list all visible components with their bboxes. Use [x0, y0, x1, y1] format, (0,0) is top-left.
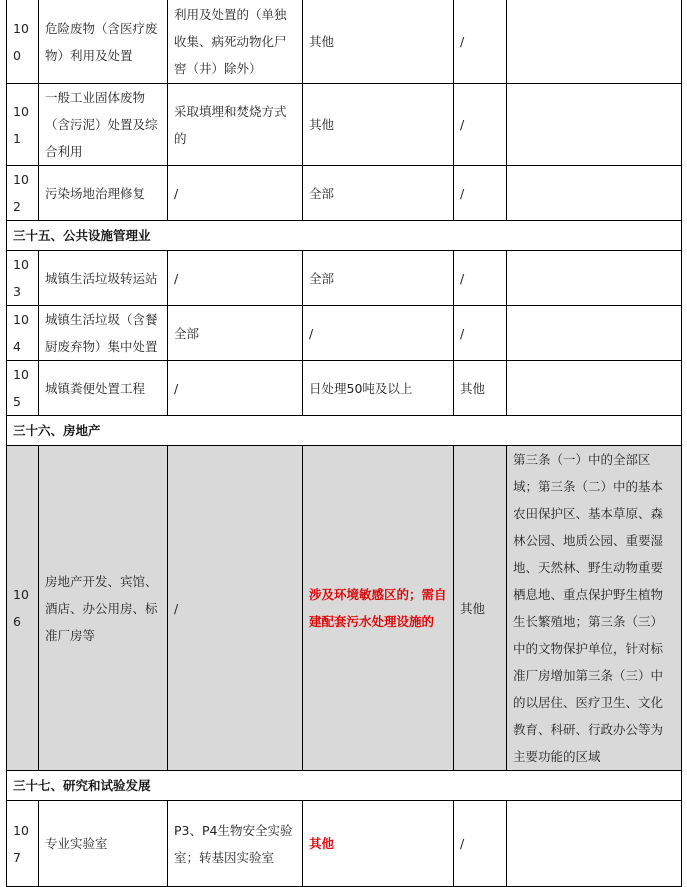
registration-criteria: / — [454, 251, 507, 306]
row-number: 102 — [7, 166, 39, 221]
industry-name: 城镇粪便处置工程 — [39, 361, 168, 416]
section-header-row — [7, 416, 682, 446]
report-book-criteria: / — [168, 251, 303, 306]
row-number: 103 — [7, 251, 39, 306]
report-book-criteria: 利用及处置的（单独收集、病死动物化尸窖（井）除外） — [168, 0, 303, 84]
registration-criteria: / — [454, 0, 507, 84]
sensitive-area — [507, 361, 682, 416]
table-row — [7, 361, 682, 416]
report-book-criteria: 采取填埋和焚烧方式的 — [168, 84, 303, 166]
report-form-criteria: 其他 — [303, 801, 454, 887]
row-number: 107 — [7, 801, 39, 887]
sensitive-area — [507, 306, 682, 361]
industry-name: 城镇生活垃圾（含餐厨废弃物）集中处置 — [39, 306, 168, 361]
sensitive-area — [507, 801, 682, 887]
sensitive-area — [507, 0, 682, 84]
section-heading: 三十七、研究和试验发展 — [7, 771, 682, 801]
registration-criteria: / — [454, 84, 507, 166]
report-form-criteria: 全部 — [303, 251, 454, 306]
report-form-criteria: 其他 — [303, 84, 454, 166]
table-row — [7, 306, 682, 361]
report-book-criteria: / — [168, 446, 303, 771]
classification-table — [6, 0, 682, 887]
industry-name: 专业实验室 — [39, 801, 168, 887]
industry-name: 城镇生活垃圾转运站 — [39, 251, 168, 306]
report-book-criteria: P3、P4生物安全实验室；转基因实验室 — [168, 801, 303, 887]
table-row — [7, 446, 682, 771]
industry-name: 污染场地治理修复 — [39, 166, 168, 221]
table-row — [7, 251, 682, 306]
section-heading: 三十六、房地产 — [7, 416, 682, 446]
table-row — [7, 0, 682, 84]
report-form-criteria: 其他 — [303, 0, 454, 84]
row-number: 100 — [7, 0, 39, 84]
report-form-criteria: / — [303, 306, 454, 361]
registration-criteria: / — [454, 801, 507, 887]
report-book-criteria: 全部 — [168, 306, 303, 361]
row-number: 101 — [7, 84, 39, 166]
sensitive-area — [507, 251, 682, 306]
registration-criteria: / — [454, 306, 507, 361]
report-form-criteria: 日处理50吨及以上 — [303, 361, 454, 416]
sensitive-area: 第三条（一）中的全部区域；第三条（二）中的基本农田保护区、基本草原、森林公园、地质公园、重要湿地、天然林、野生动物重要栖息地、重点保护野生植物生长繁殖地；第三条（三）中的文物保护单位，针对标准厂房增加第三条（三）中的以居住、医疗卫生、文化教育、科研、行政办公等为主要功能的区域 — [507, 446, 682, 771]
row-number: 106 — [7, 446, 39, 771]
section-header-row — [7, 771, 682, 801]
industry-name: 房地产开发、宾馆、酒店、办公用房、标准厂房等 — [39, 446, 168, 771]
table-row — [7, 84, 682, 166]
report-book-criteria: / — [168, 361, 303, 416]
table-row — [7, 166, 682, 221]
section-header-row — [7, 221, 682, 251]
report-form-criteria: 涉及环境敏感区的；需自建配套污水处理设施的 — [303, 446, 454, 771]
industry-name: 一般工业固体废物（含污泥）处置及综合利用 — [39, 84, 168, 166]
row-number: 105 — [7, 361, 39, 416]
industry-name: 危险废物（含医疗废物）利用及处置 — [39, 0, 168, 84]
section-heading: 三十五、公共设施管理业 — [7, 221, 682, 251]
row-number: 104 — [7, 306, 39, 361]
registration-criteria: / — [454, 166, 507, 221]
report-book-criteria: / — [168, 166, 303, 221]
registration-criteria: 其他 — [454, 361, 507, 416]
registration-criteria: 其他 — [454, 446, 507, 771]
sensitive-area — [507, 84, 682, 166]
report-form-criteria: 全部 — [303, 166, 454, 221]
sensitive-area — [507, 166, 682, 221]
table-row — [7, 801, 682, 887]
